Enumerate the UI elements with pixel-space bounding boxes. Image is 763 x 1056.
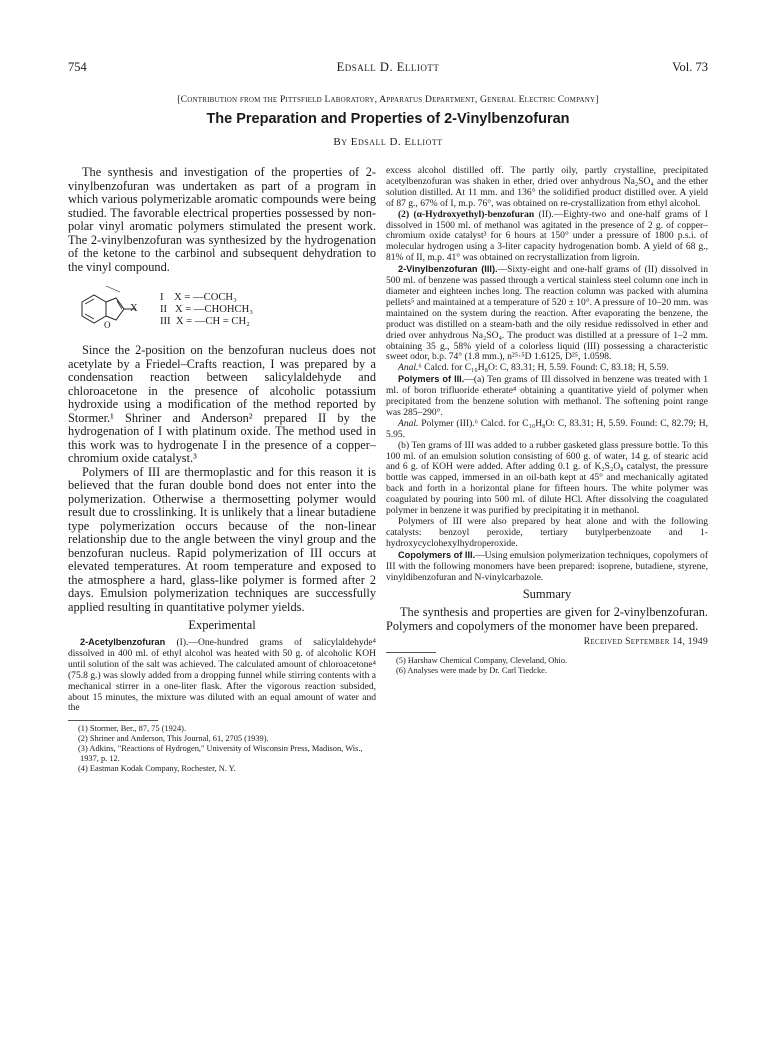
footnote-1: (1) Stormer, Ber., 87, 75 (1924).	[78, 724, 187, 734]
formula-x-label: X	[130, 303, 138, 314]
footnote-4: (4) Eastman Kodak Company, Rochester, N. Y.	[78, 764, 236, 774]
running-author: Edsall D. Elliott	[336, 60, 440, 74]
exp-acetylbenzofuran-head: 2-Acetylbenzofuran	[80, 637, 166, 647]
analysis-polymer	[386, 419, 708, 441]
analysis-polymer-head: Anal.	[398, 417, 419, 429]
exp-vinylbenzofuran-text: —Sixty-eight and one-half grams of (II) dissolved in 500 ml. of benzene was passed through a vertical stainless steel column one inch in diameter and eighteen inches long. The reaction column was packed with alumina pellets⁵ and maintained at a temperature of 520 ± 10°. A pressure of 10–20 mm. was maintained on the system during the reaction. After evaporating the benzene, the product was distilled on a steam-bath and the oily residue redissolved in ether and dried over anhydrous Na₂SO₄. The product was distilled at a pressure of 1–2 mm. obtaining 35 g., 58% yield of a colorless liquid (III) possessing a characteristic sweet odor, b.p. 74° (1.8 mm.), n²⁵·⁵D 1.6125, D²⁵, 1.0598.	[386, 264, 708, 363]
volume-number: Vol. 73	[672, 60, 708, 74]
byline: By Edsall D. Elliott	[333, 136, 443, 148]
exp-catalysts: Polymers of III were also prepared by heat alone and with the following catalysts: benzoyl peroxide, tertiary butylperbenzoate and 1-hydroxycyclohexylhydroperoxide.	[386, 516, 708, 549]
right-column	[386, 166, 708, 676]
received-date: Received September 14, 1949	[583, 637, 708, 648]
exp-continued: excess alcohol distilled off. The partly oily, partly crystalline, precipitated acetylbenzofuran was shaken in ether, dried over anhydrous Na₂SO₄ and the ether solution distilled. At 11 mm. and 136° the solidified product distilled over. A yield of 87 g., 67% of I, m.p. 76°, was obtained on re-crystallization from ethyl alcohol.	[386, 165, 708, 209]
paragraph-synthesis: Since the 2-position on the benzofuran nucleus does not acetylate by a Friedel–Crafts reaction, I was prepared by a condensation reaction between salicylaldehyde and chloroacetone in the presence of alcoholic potassium hydroxide using a modification of the method reported by Stormer.¹ Shriner and Anderson² prepared II by the hydrogenation of I with platinum oxide. The method used in this work was to hydrogenate I in the presence of a copper–chromium oxide catalyst.³	[68, 343, 376, 465]
exp-emulsion: (b) Ten grams of III was added to a rubber gasketed glass pressure bottle. To this 100 ml. of an emulsion solution consisting of 600 g. of water, 14 g. of stearic acid and 6 g. of KOH were added. After adding 0.1 g. of K₂S₂O₈ catalyst, the pressure bottle was capped, immersed in an oil-bath kept at 45° and mechanically agitated back and forth in a horizontal plane for fifteen hours. The white polymer was coagulated by pouring into 500 ml. of dilute HCl. After dissolving the coagulated polymer in benzene it was purified by precipitating it in methanol.	[386, 439, 708, 517]
analysis-monomer-head: Anal.	[398, 362, 419, 374]
exp-polymers-text: —(a) Ten grams of III dissolved in benzene was treated with 1 ml. of boron trifluoride etherate⁴ obtaining a quantitative yield of polymer when precipitated from the benzene solution with methanol. The softening point range was 285–290°.	[386, 374, 708, 418]
exp-copolymers-text: —Using emulsion polymerization techniques, copolymers of III with the following monomers have been prepared: isoprene, butadiene, styrene, vinyldibenzofuran and N-vinylcarbazole.	[386, 549, 708, 583]
exp-polymers-head: Polymers of III.	[398, 374, 465, 385]
experimental-heading: Experimental	[188, 618, 256, 632]
exp-acetylbenzofuran	[68, 637, 376, 714]
exp-vinylbenzofuran-head: 2-Vinylbenzofuran (III).	[398, 264, 498, 275]
footnote-2: (2) Shriner and Anderson, This Journal, 61, 2705 (1939).	[78, 734, 269, 744]
intro-paragraph: The synthesis and investigation of the properties of 2-vinylbenzofuran was undertaken as part of a program in which various polymerizable aromatic compounds were being studied. The favorable electrical properties possessed by non-polar vinyl aromatic polymers stimulated the present work. The 2-vinylbenzofuran was synthesized by the hydrogenation of the ketone to the carbinol and subsequent dehydration to the vinyl compound.	[68, 165, 376, 274]
formula-row-2: II X = —CHOHCH₃	[160, 304, 253, 315]
footnote-5: (5) Harshaw Chemical Company, Cleveland, Ohio.	[396, 656, 568, 666]
contribution-line: [Contribution from the Pittsfield Laboratory, Apparatus Department, General Electric Company]	[177, 94, 599, 105]
running-header	[68, 60, 708, 74]
structure-formula	[68, 276, 376, 338]
analysis-polymer-text: Polymer (III).⁶ Calcd. for C₁₀H₈O: C, 83.31; H, 5.59. Found: C, 82.79; H, 5.95.	[386, 417, 708, 440]
formula-row-1: I X = —COCH₃	[160, 292, 237, 303]
paragraph-polymers: Polymers of III are thermoplastic and for this reason it is believed that the furan double bond does not enter into the polymerization. Otherwise a thermosetting polymer would result due to crosslinking. It is unlikely that a linear butadiene type polymerization occurs because of the non-linear relationship due to the angle between the vinyl group and the benzofuran nucleus. Rapid polymerization of III occurs at elevated temperatures. At room temperature and exposed to the atmosphere a hard, glass-like polymer is formed after 2 days. Emulsion polymerization techniques are successfully applied resulting in quantitative polymer yields.	[68, 464, 376, 614]
page-number: 754	[68, 60, 87, 74]
exp-hydroxyethyl-head: (2) (α-Hydroxyethyl)-benzofuran	[398, 208, 535, 220]
exp-copolymers	[386, 550, 708, 584]
exp-acetylbenzofuran-text: (I).—One-hundred grams of salicylaldehyde⁴ dissolved in 400 ml. of ethyl alcohol was heated with 50 g. of alcoholic KOH until solution of the salt was achieved. The calculated amount of chloroacetone⁴ (75.8 g.) was slowly added from a dropping funnel while stirring contents with a mechanical stirrer in a one-liter flask. After the vigorous reaction subsided, about 15 minutes, the mixture was diluted with an equal amount of water and the	[68, 637, 376, 714]
footnote-6: (6) Analyses were made by Dr. Carl Tiedcke.	[396, 666, 547, 676]
exp-vinylbenzofuran	[386, 264, 708, 363]
analysis-monomer-text: ⁶ Calcd. for C₁₀H₈O: C, 83.31; H, 5.59. Found: C, 83.18; H, 5.59.	[418, 362, 669, 374]
footnote-divider	[68, 720, 158, 721]
article-title: The Preparation and Properties of 2-Vinylbenzofuran	[206, 111, 570, 127]
exp-copolymers-head: Copolymers of III.	[398, 549, 476, 560]
left-column	[68, 166, 376, 774]
summary-text: The synthesis and properties are given for 2-vinylbenzofuran. Polymers and copolymers of the monomer have been prepared.	[386, 605, 708, 633]
footnote-3: (3) Adkins, "Reactions of Hydrogen," University of Wisconsin Press, Madison, Wis., 1937, p. 12.	[78, 744, 363, 764]
analysis-monomer	[386, 363, 708, 374]
exp-hydroxyethyl	[386, 210, 708, 265]
exp-hydroxyethyl-text: (II).—Eighty-two and one-half grams of I dissolved in 1500 ml. of methanol was agitated in the presence of 2 g. of copper–chromium oxide catalyst³ for 6 hours at 150° under a pressure of 1800 p.s.i. of molecular hydrogen using a 3-liter capacity hydrogenation bomb. A yield of 68 g., 81% of II, m.p. 41° was obtained on recrystallization from ligroin.	[386, 208, 708, 264]
footnote-divider-right	[386, 652, 436, 653]
summary-heading: Summary	[522, 587, 572, 602]
formula-row-3: III X = —CH = CH₂	[160, 316, 250, 327]
formula-oxygen-label: O	[104, 320, 111, 330]
exp-polymers	[386, 374, 708, 419]
